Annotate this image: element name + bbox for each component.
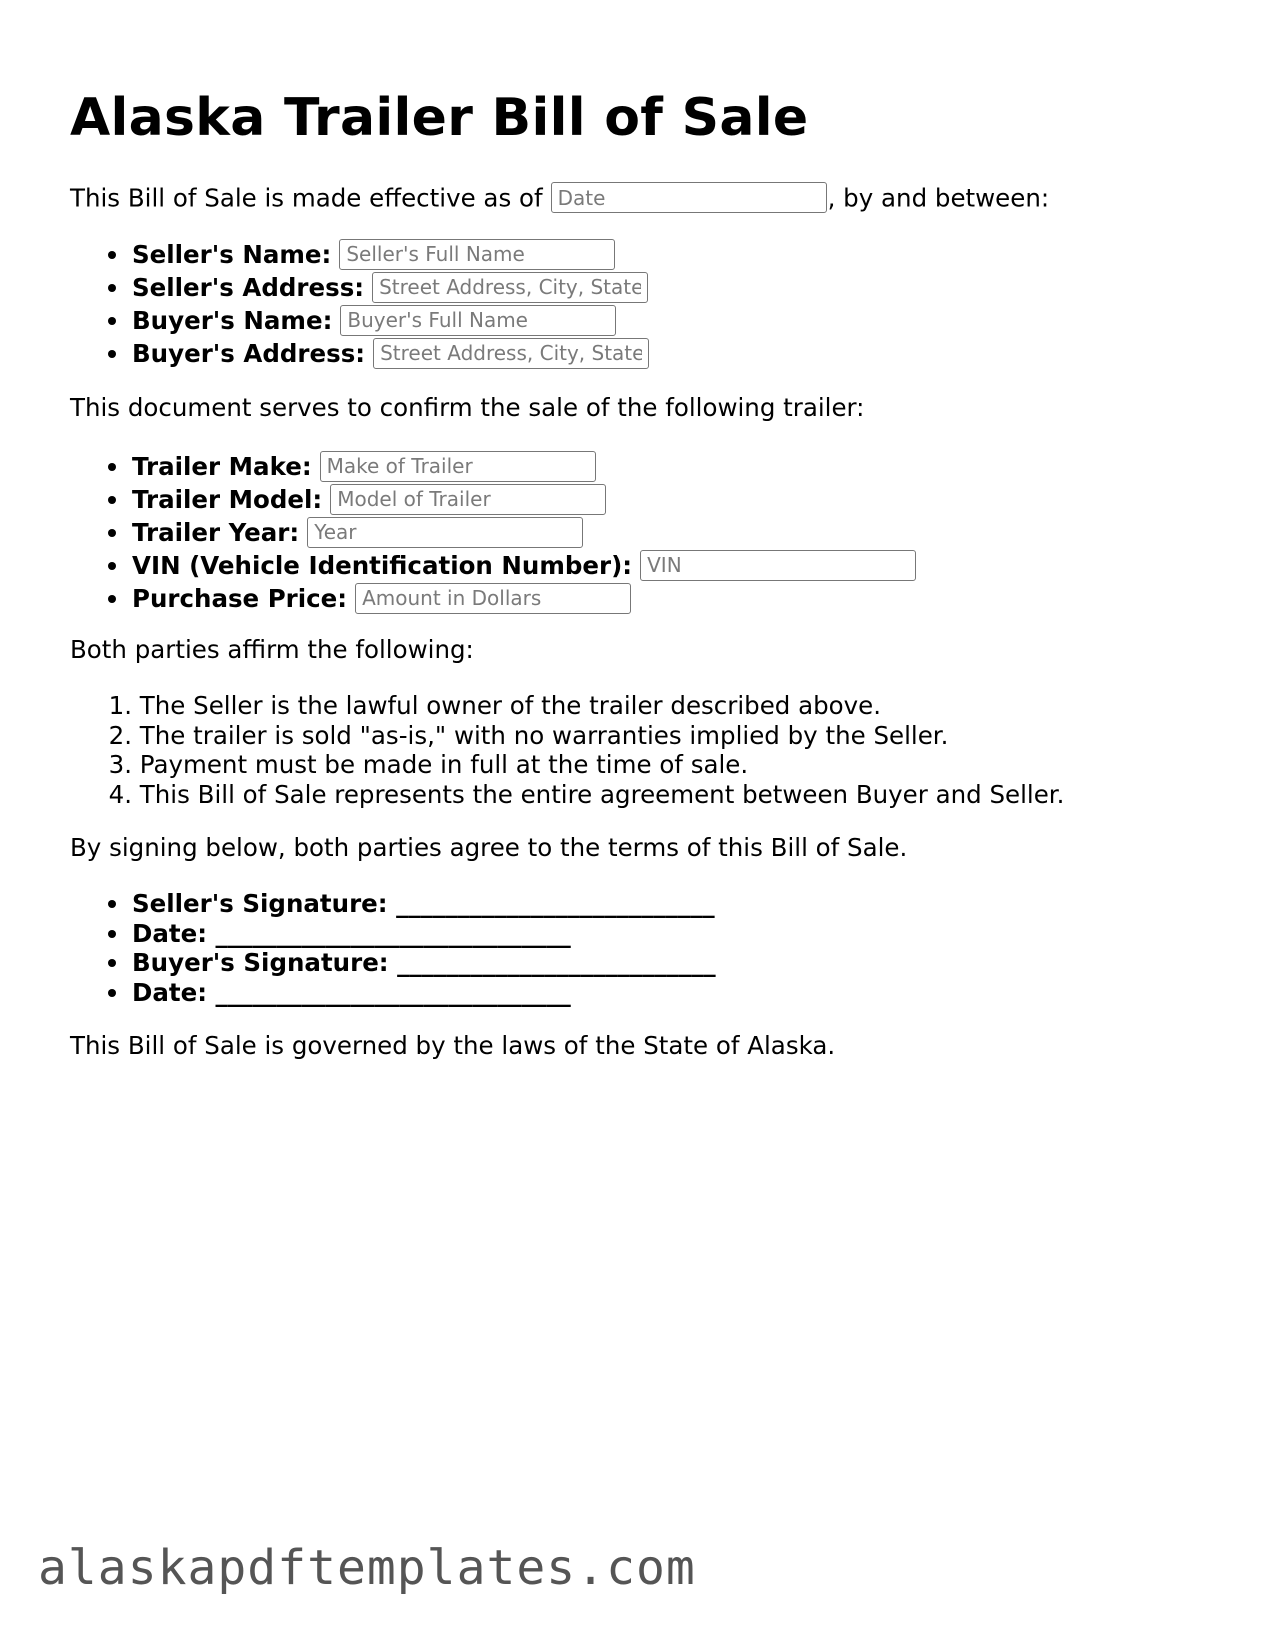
seller-name-label: Seller's Name: bbox=[132, 240, 332, 269]
intro-text-end: , by and between: bbox=[827, 183, 1050, 213]
intro-paragraph bbox=[70, 184, 1049, 215]
term-text: The Seller is the lawful owner of the trailer described above. bbox=[139, 691, 882, 720]
buyer-signature-label: Buyer's Signature: bbox=[132, 948, 389, 977]
effective-date-input[interactable] bbox=[551, 182, 827, 213]
buyer-name-input[interactable] bbox=[340, 305, 616, 336]
intro-text: This Bill of Sale is made effective as of bbox=[70, 183, 543, 213]
list-item-buyer-name bbox=[70, 304, 649, 337]
term-text: This Bill of Sale represents the entire agreement between Buyer and Seller. bbox=[139, 779, 1065, 809]
seller-name-input[interactable] bbox=[339, 239, 615, 270]
list-item-buyer-date bbox=[70, 978, 716, 1008]
trailer-model-input[interactable] bbox=[330, 484, 606, 515]
vin-label: VIN (Vehicle Identification Number): bbox=[132, 551, 633, 580]
term-number: 2. bbox=[108, 720, 132, 750]
term-item bbox=[70, 721, 1064, 751]
purchase-price-input[interactable] bbox=[355, 583, 631, 614]
signing-intro-paragraph: By signing below, both parties agree to the terms of this Bill of Sale. bbox=[70, 833, 908, 862]
vin-input[interactable] bbox=[640, 550, 916, 581]
trailer-year-label: Trailer Year: bbox=[132, 518, 300, 547]
term-text: Payment must be made in full at the time of sale. bbox=[139, 750, 749, 779]
term-item bbox=[70, 691, 1064, 721]
list-item-trailer-year bbox=[70, 516, 916, 549]
purchase-price-label: Purchase Price: bbox=[132, 584, 348, 613]
page-title: Alaska Trailer Bill of Sale bbox=[70, 88, 809, 148]
term-number: 3. bbox=[108, 750, 132, 779]
term-number: 4. bbox=[108, 779, 132, 809]
affirm-intro-paragraph: Both parties affirm the following: bbox=[70, 635, 474, 664]
buyer-date-label: Date: bbox=[132, 977, 207, 1007]
list-item-trailer-make bbox=[70, 450, 916, 483]
seller-address-label: Seller's Address: bbox=[132, 273, 365, 302]
buyer-date-line[interactable]: _____________________________ bbox=[215, 977, 571, 1007]
term-item bbox=[70, 750, 1064, 780]
list-item-buyer-address bbox=[70, 337, 649, 370]
signatures-list bbox=[70, 889, 716, 1007]
trailer-year-input[interactable] bbox=[307, 517, 583, 548]
list-item-seller-date bbox=[70, 919, 716, 949]
term-item bbox=[70, 780, 1064, 810]
site-watermark: alaskapdftemplates.com bbox=[38, 1540, 696, 1596]
governing-law-paragraph: This Bill of Sale is governed by the laws of the State of Alaska. bbox=[70, 1031, 836, 1060]
buyer-address-input[interactable] bbox=[373, 338, 649, 369]
trailer-make-label: Trailer Make: bbox=[132, 452, 312, 481]
buyer-name-label: Buyer's Name: bbox=[132, 306, 333, 335]
trailer-intro-paragraph: This document serves to confirm the sale of the following trailer: bbox=[70, 393, 865, 422]
seller-date-line[interactable]: _____________________________ bbox=[215, 918, 571, 948]
seller-signature-line[interactable]: __________________________ bbox=[396, 889, 715, 918]
list-item-trailer-model bbox=[70, 483, 916, 516]
parties-list bbox=[70, 238, 649, 370]
list-item-seller-name bbox=[70, 238, 649, 271]
list-item-buyer-signature bbox=[70, 948, 716, 978]
trailer-model-label: Trailer Model: bbox=[132, 485, 323, 514]
terms-list bbox=[70, 691, 1064, 809]
seller-date-label: Date: bbox=[132, 918, 207, 948]
list-item-seller-signature bbox=[70, 889, 716, 919]
buyer-signature-line[interactable]: __________________________ bbox=[397, 948, 716, 977]
term-number: 1. bbox=[108, 691, 132, 720]
list-item-vin bbox=[70, 549, 916, 582]
seller-signature-label: Seller's Signature: bbox=[132, 889, 388, 918]
buyer-address-label: Buyer's Address: bbox=[132, 339, 366, 368]
list-item-purchase-price bbox=[70, 582, 916, 615]
term-text: The trailer is sold "as-is," with no warranties implied by the Seller. bbox=[139, 720, 949, 750]
seller-address-input[interactable] bbox=[372, 272, 648, 303]
list-item-seller-address bbox=[70, 271, 649, 304]
trailer-make-input[interactable] bbox=[320, 451, 596, 482]
trailer-details-list bbox=[70, 450, 916, 615]
